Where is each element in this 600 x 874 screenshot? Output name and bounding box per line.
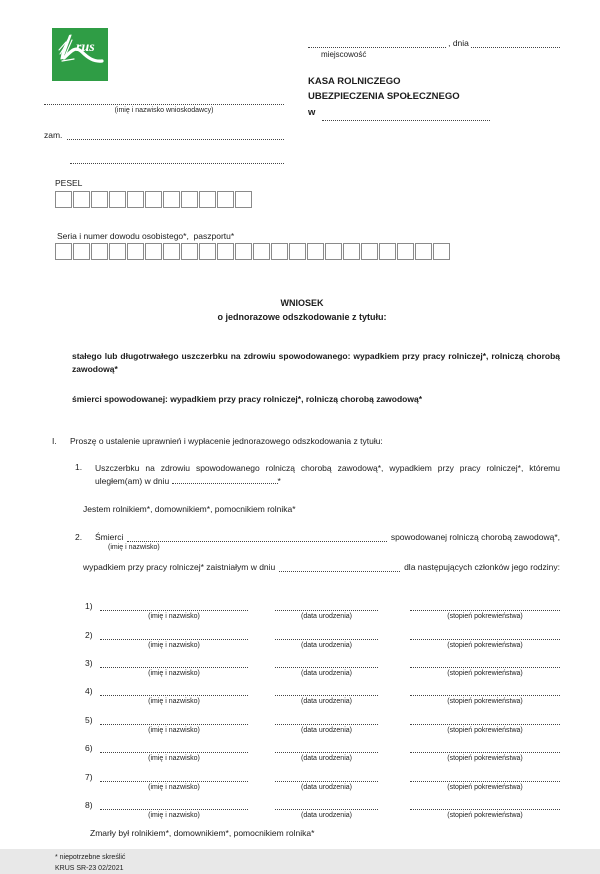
id-doc-box[interactable] bbox=[109, 243, 126, 260]
id-doc-boxes bbox=[55, 243, 560, 260]
family-name-caption: (imię i nazwisko) bbox=[148, 755, 200, 763]
family-birthdate-field[interactable] bbox=[275, 630, 378, 640]
id-doc-box[interactable] bbox=[91, 243, 108, 260]
family-kinship-caption: (stopień pokrewieństwa) bbox=[447, 811, 523, 819]
pesel-box[interactable] bbox=[163, 191, 180, 208]
family-name-field[interactable] bbox=[100, 743, 248, 753]
family-birthdate-caption: (data urodzenia) bbox=[301, 726, 352, 734]
item-1-text: Uszczerbku na zdrowiu spowodowanego rolniczą chorobą zawodową*, wypadkiem przy pracy rolniczej*, któremu uległem(am) w dniu bbox=[95, 463, 560, 487]
family-birthdate-caption: (data urodzenia) bbox=[301, 669, 352, 677]
id-doc-box[interactable] bbox=[343, 243, 360, 260]
section-1-intro: Proszę o ustalenie uprawnień i wypłacenie jednorazowego odszkodowania z tytułu: bbox=[70, 436, 383, 447]
address-prefix: zam. bbox=[44, 130, 63, 141]
family-name-field[interactable] bbox=[100, 630, 248, 640]
krus-logo bbox=[52, 28, 108, 81]
family-birthdate-field[interactable] bbox=[275, 601, 378, 611]
applicant-name-field[interactable] bbox=[44, 94, 284, 105]
family-row-number: 8) bbox=[85, 799, 93, 810]
family-member-row bbox=[85, 686, 560, 706]
id-doc-box[interactable] bbox=[73, 243, 90, 260]
family-row-number: 5) bbox=[85, 714, 93, 725]
death-incident-date-field[interactable] bbox=[279, 561, 400, 572]
id-doc-box[interactable] bbox=[235, 243, 252, 260]
pesel-box[interactable] bbox=[55, 191, 72, 208]
family-kinship-field[interactable] bbox=[410, 658, 560, 668]
id-doc-box[interactable] bbox=[55, 243, 72, 260]
family-birthdate-caption: (data urodzenia) bbox=[301, 641, 352, 649]
office-block bbox=[308, 28, 560, 164]
section-1-numeral: I. bbox=[52, 436, 57, 447]
family-member-row bbox=[85, 630, 560, 650]
family-kinship-caption: (stopień pokrewieństwa) bbox=[447, 755, 523, 763]
family-name-field[interactable] bbox=[100, 686, 248, 696]
id-doc-box[interactable] bbox=[379, 243, 396, 260]
address-field-line2[interactable] bbox=[70, 153, 284, 164]
statement-deceased: Zmarły był rolnikiem*, domownikiem*, pomocnikiem rolnika* bbox=[90, 828, 315, 839]
family-birthdate-field[interactable] bbox=[275, 743, 378, 753]
family-birthdate-field[interactable] bbox=[275, 715, 378, 725]
pesel-box[interactable] bbox=[217, 191, 234, 208]
family-row-number: 6) bbox=[85, 743, 93, 754]
svg-text:rus: rus bbox=[76, 40, 95, 55]
family-row-number: 1) bbox=[85, 601, 93, 612]
pesel-box[interactable] bbox=[235, 191, 252, 208]
family-birthdate-field[interactable] bbox=[275, 800, 378, 810]
family-kinship-field[interactable] bbox=[410, 630, 560, 640]
family-name-caption: (imię i nazwisko) bbox=[148, 613, 200, 621]
office-name-line2: UBEZPIECZENIA SPOŁECZNEGO bbox=[308, 91, 460, 103]
office-in-prefix: w bbox=[308, 106, 316, 118]
item-2 bbox=[44, 531, 560, 542]
subject-paragraph-1: stałego lub długotrwałego uszczerbku na zdrowiu spowodowanego: wypadkiem przy pracy rolniczej*, rolniczą chorobą zawodową* bbox=[72, 350, 560, 374]
id-doc-box[interactable] bbox=[307, 243, 324, 260]
family-birthdate-caption: (data urodzenia) bbox=[301, 811, 352, 819]
item-2-line-2 bbox=[83, 561, 560, 572]
address-field-line1[interactable] bbox=[67, 129, 284, 140]
form-title-line2: o jednorazowe odszkodowanie z tytułu: bbox=[217, 312, 387, 323]
pesel-box[interactable] bbox=[145, 191, 162, 208]
family-kinship-caption: (stopień pokrewieństwa) bbox=[447, 613, 523, 621]
pesel-box[interactable] bbox=[109, 191, 126, 208]
family-birthdate-caption: (data urodzenia) bbox=[301, 755, 352, 763]
family-kinship-field[interactable] bbox=[410, 601, 560, 611]
pesel-box[interactable] bbox=[181, 191, 198, 208]
item-2-number: 2. bbox=[75, 531, 83, 542]
family-name-caption: (imię i nazwisko) bbox=[148, 726, 200, 734]
item-2-word: Śmierci bbox=[95, 531, 124, 542]
id-doc-box[interactable] bbox=[433, 243, 450, 260]
place-field[interactable] bbox=[308, 38, 446, 48]
deceased-name-field[interactable] bbox=[127, 531, 386, 542]
pesel-boxes bbox=[55, 191, 560, 208]
family-birthdate-caption: (data urodzenia) bbox=[301, 613, 352, 621]
family-name-field[interactable] bbox=[100, 772, 248, 782]
id-doc-box[interactable] bbox=[163, 243, 180, 260]
id-doc-box[interactable] bbox=[145, 243, 162, 260]
form-code: KRUS SR-23 02/2021 bbox=[55, 864, 124, 872]
family-name-field[interactable] bbox=[100, 658, 248, 668]
date-field[interactable] bbox=[471, 38, 560, 48]
applicant-name-caption: (imię i nazwisko wnioskodawcy) bbox=[114, 107, 214, 114]
family-row-number: 3) bbox=[85, 657, 93, 668]
family-row-number: 2) bbox=[85, 629, 93, 640]
statement-farmer: Jestem rolnikiem*, domownikiem*, pomocnikiem rolnika* bbox=[83, 503, 296, 514]
family-members-list bbox=[44, 601, 560, 820]
family-name-caption: (imię i nazwisko) bbox=[148, 669, 200, 677]
footer bbox=[55, 853, 560, 874]
id-doc-box[interactable] bbox=[397, 243, 414, 260]
family-name-caption: (imię i nazwisko) bbox=[148, 641, 200, 649]
pesel-label: PESEL bbox=[55, 178, 83, 189]
family-name-caption: (imię i nazwisko) bbox=[148, 811, 200, 819]
pesel-box[interactable] bbox=[91, 191, 108, 208]
id-doc-box[interactable] bbox=[181, 243, 198, 260]
family-birthdate-caption: (data urodzenia) bbox=[301, 698, 352, 706]
form-title bbox=[44, 296, 560, 325]
family-member-row bbox=[85, 658, 560, 678]
subject-paragraph-2: śmierci spowodowanej: wypadkiem przy pracy rolniczej*, rolniczą chorobą zawodową* bbox=[72, 393, 423, 404]
family-birthdate-field[interactable] bbox=[275, 686, 378, 696]
id-doc-label: Seria i numer dowodu osobistego*, paszportu* bbox=[57, 230, 235, 241]
pesel-box[interactable] bbox=[73, 191, 90, 208]
family-member-row bbox=[85, 800, 560, 820]
footnote-strike-unneeded: * niepotrzebne skreślić bbox=[55, 854, 126, 862]
id-doc-box[interactable] bbox=[289, 243, 306, 260]
place-caption: miejscowość bbox=[321, 50, 367, 59]
office-name-line1: KASA ROLNICZEGO bbox=[308, 75, 401, 87]
family-member-row bbox=[85, 743, 560, 763]
id-doc-box[interactable] bbox=[361, 243, 378, 260]
family-kinship-caption: (stopień pokrewieństwa) bbox=[447, 698, 523, 706]
family-row-number: 7) bbox=[85, 771, 93, 782]
family-kinship-field[interactable] bbox=[410, 800, 560, 810]
id-doc-box[interactable] bbox=[217, 243, 234, 260]
incident-date-field[interactable] bbox=[172, 475, 278, 484]
item-1-asterisk: * bbox=[277, 476, 281, 487]
pesel-box[interactable] bbox=[199, 191, 216, 208]
pesel-box[interactable] bbox=[127, 191, 144, 208]
family-name-field[interactable] bbox=[100, 601, 248, 611]
family-name-field[interactable] bbox=[100, 800, 248, 810]
family-name-caption: (imię i nazwisko) bbox=[148, 698, 200, 706]
item-2-line2-before: wypadkiem przy pracy rolniczej* zaistniałym w dniu bbox=[83, 561, 276, 572]
family-kinship-field[interactable] bbox=[410, 686, 560, 696]
date-label: , dnia bbox=[448, 37, 469, 48]
id-doc-box[interactable] bbox=[415, 243, 432, 260]
family-kinship-caption: (stopień pokrewieństwa) bbox=[447, 669, 523, 677]
header bbox=[44, 28, 560, 164]
item-1 bbox=[44, 462, 560, 488]
item-2-line2-after: dla następujących członków jego rodziny: bbox=[404, 561, 560, 572]
family-member-row bbox=[85, 772, 560, 792]
id-doc-box[interactable] bbox=[271, 243, 288, 260]
applicant-block bbox=[44, 28, 284, 164]
form-title-line1: WNIOSEK bbox=[280, 297, 324, 308]
section-1 bbox=[44, 436, 560, 446]
item-2-after-text: spowodowanej rolniczą chorobą zawodową*, bbox=[390, 531, 560, 542]
id-doc-box[interactable] bbox=[199, 243, 216, 260]
family-name-field[interactable] bbox=[100, 715, 248, 725]
family-birthdate-field[interactable] bbox=[275, 658, 378, 668]
family-kinship-field[interactable] bbox=[410, 743, 560, 753]
family-kinship-field[interactable] bbox=[410, 772, 560, 782]
id-doc-box[interactable] bbox=[325, 243, 342, 260]
deceased-name-caption: (imię i nazwisko) bbox=[108, 543, 160, 551]
family-member-row bbox=[85, 715, 560, 735]
family-kinship-field[interactable] bbox=[410, 715, 560, 725]
office-location-field[interactable] bbox=[322, 111, 490, 121]
family-kinship-caption: (stopień pokrewieństwa) bbox=[447, 641, 523, 649]
family-birthdate-caption: (data urodzenia) bbox=[301, 783, 352, 791]
family-kinship-caption: (stopień pokrewieństwa) bbox=[447, 726, 523, 734]
id-doc-box[interactable] bbox=[127, 243, 144, 260]
krus-logo-icon bbox=[52, 28, 108, 81]
family-birthdate-field[interactable] bbox=[275, 772, 378, 782]
family-kinship-caption: (stopień pokrewieństwa) bbox=[447, 783, 523, 791]
family-member-row bbox=[85, 601, 560, 621]
id-doc-box[interactable] bbox=[253, 243, 270, 260]
family-row-number: 4) bbox=[85, 686, 93, 697]
family-name-caption: (imię i nazwisko) bbox=[148, 783, 200, 791]
item-1-number: 1. bbox=[75, 462, 83, 473]
